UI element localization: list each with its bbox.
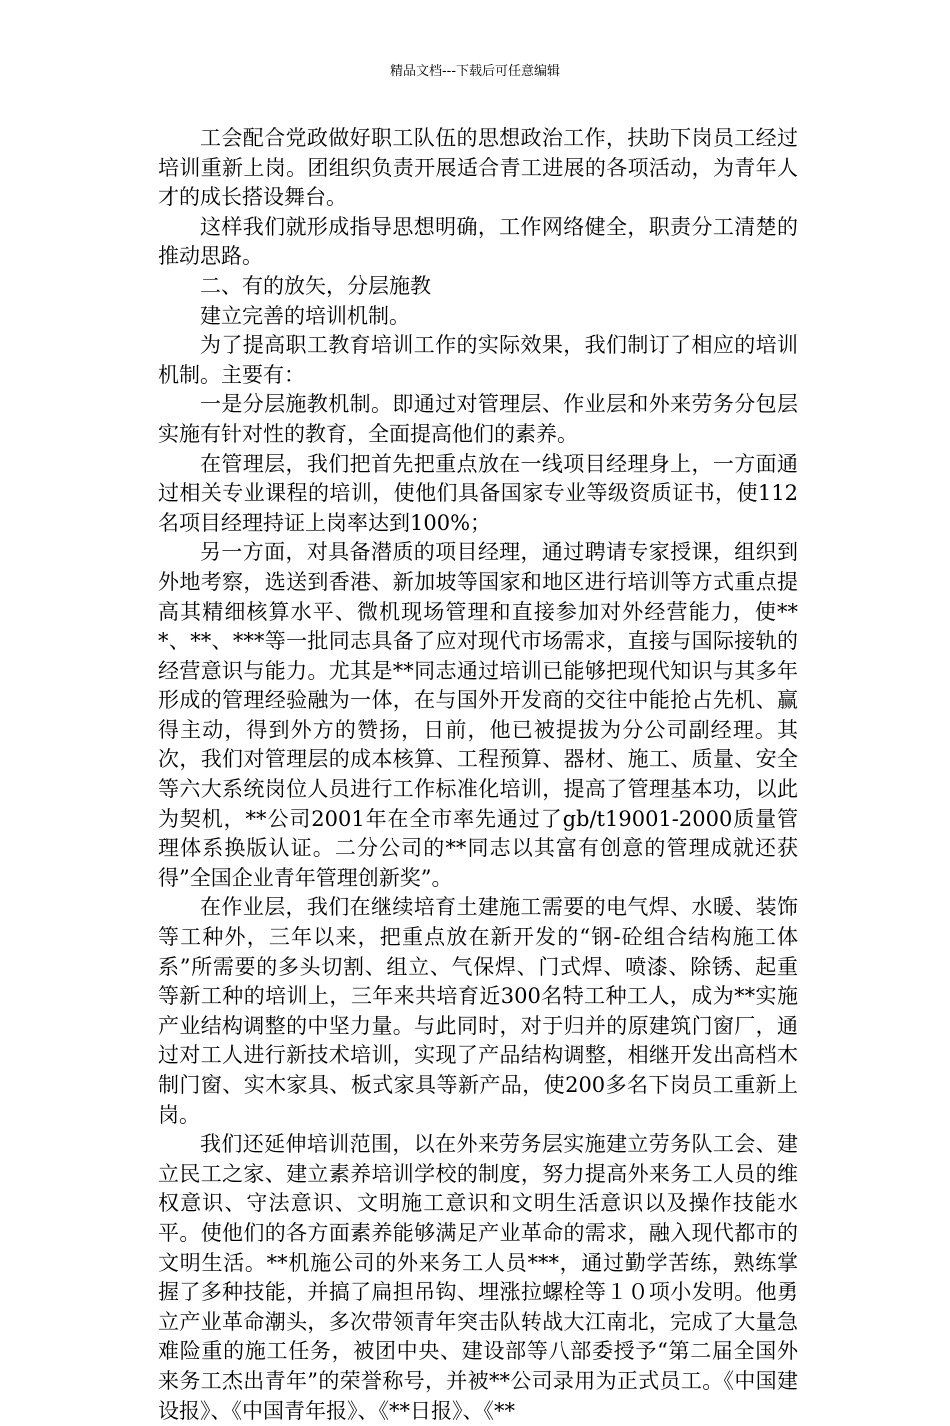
page-header: 精品文档---下载后可任意编辑 (389, 64, 561, 79)
paragraph-union-work: 工会配合党政做好职工队伍的思想政治工作，扶助下岗员工经过培训重新上岗。团组织负责开展适合青工进展的各项活动，为青年人才的成长搭设舞台。 (158, 126, 798, 210)
paragraph-layered-teaching: 一是分层施教机制。即通过对管理层、作业层和外来劳务分包层实施有针对性的教育，全面提高他们的素养。 (158, 392, 798, 446)
paragraph-mechanism-intro: 为了提高职工教育培训工作的实际效果，我们制订了相应的培训机制。主要有： (158, 333, 798, 387)
paragraph-management-layer: 在管理层，我们把首先把重点放在一线项目经理身上，一方面通过相关专业课程的培训，使他们具备国家专业等级资质证书，使112名项目经理持证上岗率达到100%； (158, 451, 798, 535)
section-heading-targeted-teaching: 二、有的放矢，分层施教 (200, 273, 431, 298)
paragraph-project-managers: 另一方面，对具备潜质的项目经理，通过聘请专家授课，组织到外地考察，选送到香港、新加坡等国家和地区进行培训等方式重点提高其精细核算水平、微机现场管理和直接参加对外经营能力，使***、**、***等一批同志具备了应对现代市场需求，直接与国际接轨的经营意识与能力。尤其是**同志通过培训已能够把现代知识与其多年形成的管理经验融为一体，在与国外开发商的交往中能抢占先机、赢得主动，得到外方的赞扬，日前，他已被提拔为分公司副经理。其次，我们对管理层的成本核算、工程预算、器材、施工、质量、安全等六大系统岗位人员进行工作标准化培训，提高了管理基本功，以此为契机，**公司2001年在全市率先通过了gb/t19001-2000质量管理体系换版认证。二分公司的**同志以其富有创意的管理成就还获得”全国企业青年管理创新奖”。 (158, 540, 798, 890)
paragraph-guiding-thought: 这样我们就形成指导思想明确，工作网络健全，职责分工清楚的推动思路。 (158, 214, 798, 269)
paragraph-operations-layer: 在作业层，我们在继续培育土建施工需要的电气焊、水暖、装饰等工种外，三年以来，把重点放在新开发的“钢-砼组合结构施工体系”所需要的多头切割、组立、气保焊、门式焊、喷漆、除锈、起重等新工种的培训上，三年来共培育近300名特工种工人，成为**实施产业结构调整的中坚力量。与此同时，对于归并的原建筑门窗厂，通过对工人进行新技术培训，实现了产品结构调整，相继开发出高档木制门窗、实木家具、板式家具等新产品，使200多名下岗员工重新上岗。 (158, 895, 798, 1127)
paragraph-migrant-workers: 我们还延伸培训范围，以在外来劳务层实施建立劳务队工会、建立民工之家、建立素养培训学校的制度，努力提高外来务工人员的维权意识、守法意识、文明施工意识和文明生活意识以及操作技能水平。使他们的各方面素养能够满足产业革命的需求，融入现代都市的文明生活。**机施公司的外来务工人员***，通过勤学苦练，熟练掌握了多种技能，并搞了扁担吊钩、埋涨拉螺栓等１０项小发明。他勇立产业革命潮头，多次带领青年突击队转战大江南北，完成了大量急难险重的施工任务，被团中央、建设部等八部委授予“第二届全国外来务工杰出青年”的荣誉称号，并被**公司录用为正式员工。《中国建设报》、《中国青年报》、《**日报》、《** (158, 1132, 798, 1423)
paragraph-training-mechanism: 建立完善的培训机制。 (200, 303, 410, 328)
document-body (158, 124, 798, 1426)
